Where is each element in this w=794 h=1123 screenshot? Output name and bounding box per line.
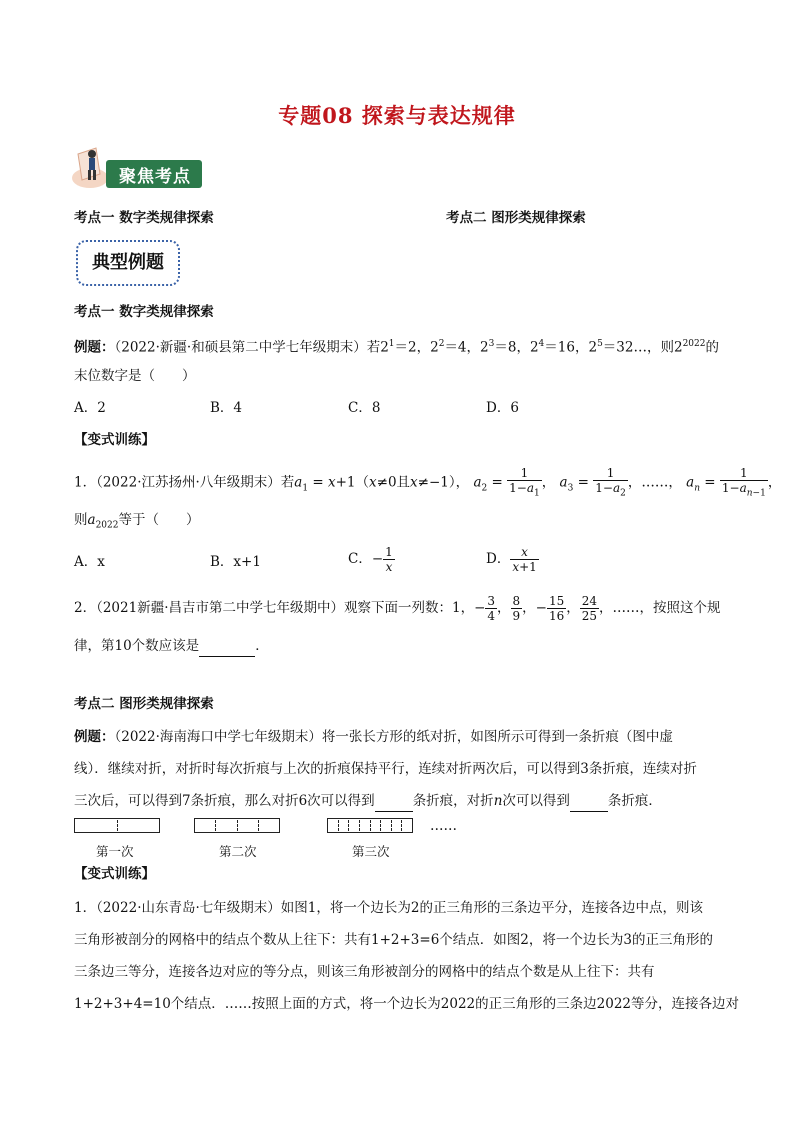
typical-examples-box: 典型例题 [76, 240, 180, 286]
q1-option-d: D． $\frac{x}{x+1}$ [486, 545, 537, 574]
q1-line2-text: 则 [74, 512, 88, 528]
fold-strip-1 [74, 818, 160, 833]
section1-example: 例题：（2022·新疆·和硕县第二中学七年级期末）若$2^1=2$，$2^2=4$，$2^3=8$，$2^4=16$，$2^5=32\dots$，则$2^{2022}$的 [74, 339, 719, 356]
fold-strip-3 [327, 818, 413, 833]
option-d: D．6 [486, 400, 519, 416]
q1-option-c-label: C． [348, 551, 372, 567]
answer-blank-1[interactable] [375, 791, 413, 812]
variant-training-title-2: 【变式训练】 [74, 866, 155, 882]
example2-line3c: 次可以得到 [502, 793, 570, 809]
q2-text-end: ，……，按照这个规 [599, 600, 721, 616]
question-1: 1．（2022·江苏扬州·八年级期末）若$a_1 = x+1(x\ne 0$且x≠−1）， $a_2$ = $\frac{1}{1-a_1}$ ， $a_3$ = $\frac{1}{1-a_2}$ ，……， $a_n$ = $\frac{1}{1-a_{n-1}}$ ， [74, 466, 782, 499]
q2-line2 [74, 636, 269, 657]
v1-line3: 三条边三等分，连接各边对应的等分点，则该三角形被剖分的网格中的结点个数是从上往下：共有 [74, 964, 655, 980]
banner-label: 聚焦考点 [119, 167, 191, 187]
example-line2: 末位数字是（ ） [74, 368, 196, 384]
v1-line1: 1．（2022·山东青岛·七年级期末）如图1，将一个边长为2的正三角形的三条边平分，连接各边中点，则该 [74, 900, 703, 916]
q1-option-a: A．x [74, 554, 105, 570]
example2-line1: （2022·海南海口中学七年级期末）将一张长方形的纸对折，如图所示可得到一条折痕（图中虚 [114, 729, 673, 745]
v1-line2: 三角形被剖分的网格中的结点个数从上往下：共有1+2+3=6个结点．如图2，将一个边长为3的正三角形的 [74, 932, 713, 948]
variant-training-title-1: 【变式训练】 [74, 432, 155, 448]
fold-strip-2 [194, 818, 280, 833]
option-a: A．2 [74, 400, 106, 416]
focus-banner [70, 146, 202, 192]
caption-2: 第二次 [219, 844, 257, 859]
q2-text: 2．（2021新疆·昌吉市第二中学七年级期中）观察下面一列数：1， [74, 600, 475, 616]
example-text: （2022·新疆·和硕县第二中学七年级期末）若2 [114, 339, 389, 356]
toc-link-topic2[interactable]: 考点二 图形类规律探索 [446, 210, 586, 226]
q2-line2-text: 律，第10个数应该是 [74, 638, 200, 654]
page-title: 专题08 探索与表达规律 [278, 103, 516, 128]
question-2: 2．（2021新疆·昌吉市第二中学七年级期中）观察下面一列数：1，− $\frac{3}{4}$ ， $\frac{8}{9}$ ，− $\frac{15}{16}$ ， $\frac{24}{25}$ ，……，按照这个规 [74, 594, 721, 623]
answer-blank-2[interactable] [570, 791, 608, 812]
section2-example-line1 [74, 727, 673, 747]
example2-line3b: 条折痕，对折 [412, 793, 494, 809]
section2-heading: 考点二 图形类规律探索 [74, 696, 214, 712]
strip-ellipsis: …… [430, 818, 457, 834]
q1-option-d-label: D． [486, 551, 511, 567]
q1-option-c: C．− $\frac{1}{x}$ [348, 545, 393, 574]
example2-label: 例题： [74, 729, 115, 745]
answer-blank[interactable] [199, 636, 255, 657]
section1-heading: 考点一 数字类规律探索 [74, 304, 214, 320]
q1-line2: 则$a_{2022}$等于（ ） [74, 512, 200, 531]
caption-1: 第一次 [96, 844, 134, 859]
option-b: B．4 [210, 400, 243, 416]
toc-link-topic1[interactable]: 考点一 数字类规律探索 [74, 210, 214, 226]
q1-line2-end: 等于（ ） [118, 512, 200, 528]
q2-line2-end: ． [255, 638, 269, 654]
example-label: 例题： [74, 339, 115, 356]
caption-3: 第三次 [352, 844, 390, 859]
example2-line3a: 三次后，可以得到7条折痕，那么对折6次可以得到 [74, 793, 375, 809]
example2-line3d: 条折痕． [607, 793, 662, 809]
q1-prefix: 1．（2022·江苏扬州·八年级期末）若 [74, 474, 295, 491]
example2-line2: 线）．继续对折，对折时每次折痕与上次的折痕保持平行，连续对折两次后，可以得到3条折痕，连续对折 [74, 761, 697, 777]
q1-option-b: B．x+1 [210, 554, 261, 570]
v1-line4: 1+2+3+4=10个结点．……按照上面的方式，将一个边长为2022的正三角形的三条边2022等分，连接各边对 [74, 996, 739, 1012]
example2-line3: 三次后，可以得到7条折痕，那么对折6次可以得到 条折痕，对折n次可以得到 条折痕． [74, 791, 662, 812]
option-c: C．8 [348, 400, 381, 416]
